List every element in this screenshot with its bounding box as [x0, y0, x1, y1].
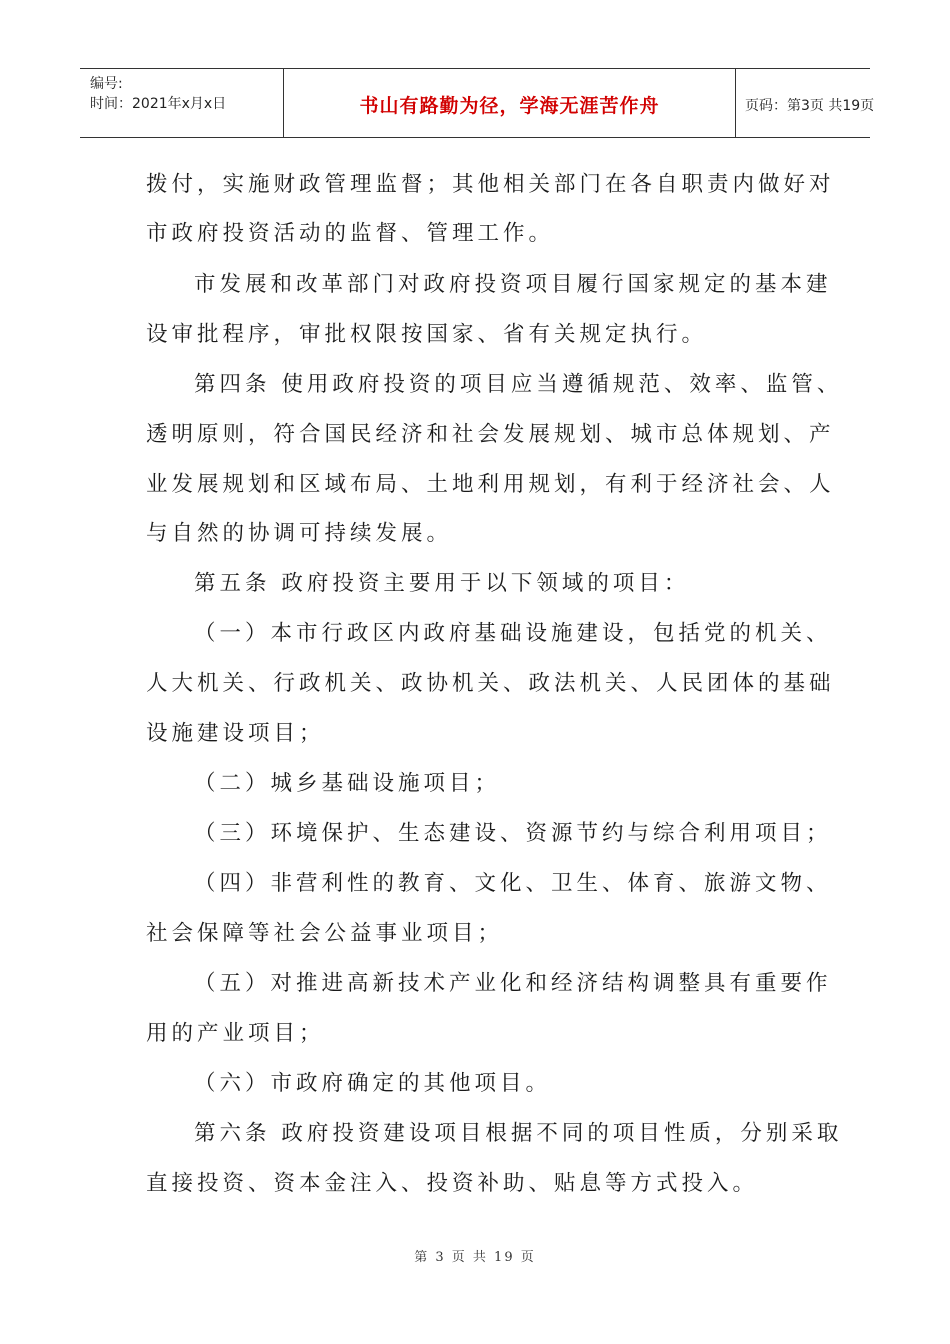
body-line: 直接投资、资本金注入、投资补助、贴息等方式投入。: [146, 1171, 759, 1196]
body-line: 第五条 政府投资主要用于以下领域的项目：: [194, 571, 690, 596]
motto-text: 书山有路勤为径，学海无涯苦作舟: [359, 95, 660, 117]
number-label: 编号:: [90, 76, 123, 92]
body-line: （二）城乡基础设施项目；: [194, 771, 501, 796]
body-line: 市发展和改革部门对政府投资项目履行国家规定的基本建: [194, 272, 832, 297]
body-line: 社会保障等社会公益事业项目；: [146, 921, 504, 946]
body-line: （五）对推进高新技术产业化和经济结构调整具有重要作: [194, 971, 832, 996]
body-line: 与自然的协调可持续发展。: [146, 521, 453, 546]
body-line: 透明原则，符合国民经济和社会发展规划、城市总体规划、产: [146, 422, 835, 447]
body-line: 人大机关、行政机关、政协机关、政法机关、人民团体的基础: [146, 671, 835, 696]
body-line: 设施建设项目；: [146, 721, 325, 746]
body-line: 第六条 政府投资建设项目根据不同的项目性质，分别采取: [194, 1121, 843, 1146]
body-line: （一）本市行政区内政府基础设施建设，包括党的机关、: [194, 621, 832, 646]
page-info: 页码：第3页 共19页: [745, 98, 875, 114]
document-header: [80, 68, 875, 138]
body-line: 市政府投资活动的监督、管理工作。: [146, 221, 555, 246]
body-line: （三）环境保护、生态建设、资源节约与综合利用项目；: [194, 821, 832, 846]
body-line: （六）市政府确定的其他项目。: [194, 1071, 552, 1096]
body-line: 业发展规划和区域布局、土地利用规划，有利于经济社会、人: [146, 472, 835, 497]
body-line: 第四条 使用政府投资的项目应当遵循规范、效率、监管、: [194, 372, 843, 397]
page-footer: 第 3 页 共 19 页: [414, 1250, 536, 1265]
body-line: 设审批程序，审批权限按国家、省有关规定执行。: [146, 322, 708, 347]
body-line: 拨付，实施财政管理监督；其他相关部门在各自职责内做好对: [146, 172, 835, 197]
header-left-cell: [80, 69, 283, 137]
header-motto-cell: [283, 69, 736, 137]
body-line: 用的产业项目；: [146, 1021, 325, 1046]
body-line: （四）非营利性的教育、文化、卫生、体育、旅游文物、: [194, 871, 832, 896]
time-label: 时间：2021年x月x日: [90, 96, 227, 112]
header-right-cell: [735, 69, 875, 137]
